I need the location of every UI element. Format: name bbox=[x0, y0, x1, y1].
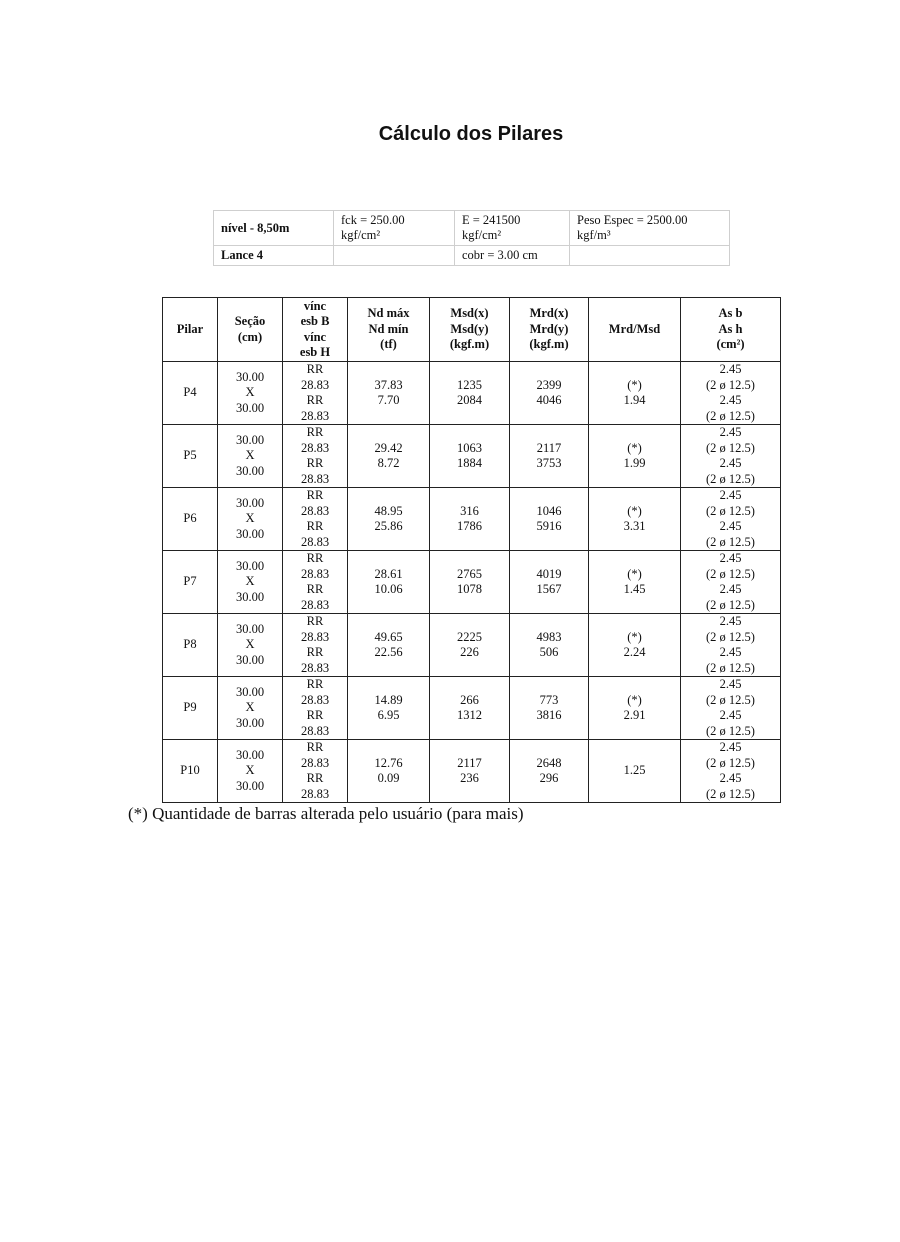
secao-line: X bbox=[245, 637, 255, 652]
header-line: Nd mín bbox=[368, 321, 409, 336]
as-line: 2.45 bbox=[719, 677, 742, 691]
vinc-line: RR bbox=[306, 645, 324, 659]
vinc-line: RR bbox=[306, 582, 324, 596]
header-line: (cm²) bbox=[716, 337, 745, 352]
nd-line: 6.95 bbox=[377, 708, 400, 722]
nd-cell bbox=[348, 488, 430, 551]
mrd-line: 3753 bbox=[536, 456, 562, 470]
as-cell bbox=[681, 425, 781, 488]
mrd-line: 4983 bbox=[536, 629, 562, 644]
nd-line: 8.72 bbox=[377, 456, 400, 470]
as-line: 2.45 bbox=[719, 645, 742, 659]
peso-cell bbox=[570, 211, 730, 246]
ratio-line: 1.94 bbox=[623, 393, 646, 407]
empty-cell bbox=[334, 246, 455, 266]
msd-line: 2225 bbox=[457, 629, 482, 644]
vinc-line: 28.83 bbox=[300, 786, 330, 801]
vinc-line: 28.83 bbox=[300, 629, 330, 644]
as-cell bbox=[681, 488, 781, 551]
as-line: (2 ø 12.5) bbox=[706, 786, 755, 801]
nd-line: 29.42 bbox=[374, 440, 403, 455]
peso-unit: kgf/m³ bbox=[577, 228, 611, 242]
pilar-cell bbox=[163, 740, 218, 803]
ratio-line: (*) bbox=[627, 629, 642, 644]
vinc-cell bbox=[283, 362, 348, 425]
as-cell bbox=[681, 362, 781, 425]
header-line: vínc bbox=[303, 298, 327, 313]
nd-line: 12.76 bbox=[374, 755, 403, 770]
vinc-line: RR bbox=[306, 456, 324, 470]
as-cell bbox=[681, 740, 781, 803]
ratio-line: 1.45 bbox=[623, 582, 646, 596]
table-row bbox=[163, 488, 781, 551]
msd-line: 2117 bbox=[457, 755, 482, 770]
mrd-line: 773 bbox=[539, 692, 559, 707]
table-row bbox=[163, 614, 781, 677]
ratio-line: 1.25 bbox=[623, 763, 646, 778]
mrd-line: 2648 bbox=[536, 755, 562, 770]
table-row bbox=[163, 740, 781, 803]
pilar-line: P10 bbox=[180, 763, 200, 778]
secao-cell bbox=[218, 677, 283, 740]
as-line: 2.45 bbox=[719, 393, 742, 407]
secao-line: 30.00 bbox=[235, 715, 265, 730]
secao-cell bbox=[218, 488, 283, 551]
header-line: (cm) bbox=[237, 329, 263, 344]
mrd-line: 506 bbox=[539, 645, 559, 659]
header-line: (tf) bbox=[380, 337, 397, 352]
vinc-cell bbox=[283, 551, 348, 614]
as-line: 2.45 bbox=[719, 551, 742, 565]
nd-cell bbox=[348, 551, 430, 614]
vinc-line: 28.83 bbox=[300, 755, 330, 770]
ratio-cell bbox=[589, 740, 681, 803]
as-line: (2 ø 12.5) bbox=[706, 440, 755, 455]
as-line: (2 ø 12.5) bbox=[706, 408, 755, 423]
msd-cell bbox=[430, 488, 510, 551]
msd-line: 266 bbox=[460, 692, 479, 707]
pilar-line: P9 bbox=[183, 700, 197, 715]
header-line: Nd máx bbox=[367, 306, 410, 321]
as-line: 2.45 bbox=[719, 519, 742, 533]
as-line: 2.45 bbox=[719, 771, 742, 785]
nd-line: 0.09 bbox=[377, 771, 400, 785]
ratio-cell bbox=[589, 425, 681, 488]
vinc-line: RR bbox=[306, 771, 324, 785]
secao-line: 30.00 bbox=[235, 526, 265, 541]
as-line: 2.45 bbox=[719, 456, 742, 470]
nd-line: 14.89 bbox=[374, 692, 403, 707]
info-row bbox=[214, 246, 730, 266]
ratio-line: (*) bbox=[627, 377, 642, 392]
ratio-cell bbox=[589, 677, 681, 740]
fck-unit: kgf/cm² bbox=[341, 228, 381, 242]
vinc-line: RR bbox=[306, 551, 324, 565]
secao-line: 30.00 bbox=[235, 432, 265, 447]
secao-cell bbox=[218, 551, 283, 614]
msd-cell bbox=[430, 677, 510, 740]
vinc-line: RR bbox=[306, 677, 324, 691]
as-line: (2 ø 12.5) bbox=[706, 755, 755, 770]
pilar-cell bbox=[163, 425, 218, 488]
as-line: (2 ø 12.5) bbox=[706, 629, 755, 644]
mrd-cell bbox=[510, 551, 589, 614]
nd-cell bbox=[348, 614, 430, 677]
as-line: (2 ø 12.5) bbox=[706, 471, 755, 486]
nd-line: 37.83 bbox=[374, 377, 403, 392]
e-value: E = 241500 bbox=[462, 213, 521, 227]
secao-cell bbox=[218, 425, 283, 488]
vinc-line: RR bbox=[306, 708, 324, 722]
vinc-line: 28.83 bbox=[300, 597, 330, 612]
peso-value: Peso Espec = 2500.00 bbox=[577, 213, 688, 227]
as-cell bbox=[681, 614, 781, 677]
as-line: 2.45 bbox=[719, 740, 742, 754]
ratio-line: (*) bbox=[627, 566, 642, 581]
as-line: 2.45 bbox=[719, 708, 742, 722]
header-line: As b bbox=[718, 306, 743, 321]
mrd-cell bbox=[510, 362, 589, 425]
vinc-line: RR bbox=[306, 519, 324, 533]
nivel-cell: nível - 8,50m bbox=[214, 211, 334, 246]
secao-line: X bbox=[245, 763, 255, 778]
as-line: (2 ø 12.5) bbox=[706, 660, 755, 675]
pilar-line: P4 bbox=[183, 385, 197, 400]
mrd-line: 5916 bbox=[536, 519, 562, 533]
pilar-line: P8 bbox=[183, 637, 197, 652]
header-line: Mrd(x) bbox=[529, 306, 569, 321]
msd-line: 1063 bbox=[457, 440, 482, 455]
vinc-line: 28.83 bbox=[300, 692, 330, 707]
as-line: (2 ø 12.5) bbox=[706, 597, 755, 612]
mrd-cell bbox=[510, 488, 589, 551]
mrd-cell bbox=[510, 740, 589, 803]
info-table bbox=[213, 210, 730, 266]
as-line: (2 ø 12.5) bbox=[706, 723, 755, 738]
pilar-cell bbox=[163, 677, 218, 740]
secao-line: 30.00 bbox=[235, 495, 265, 510]
table-body bbox=[163, 362, 781, 803]
header-line: esb H bbox=[299, 345, 331, 359]
e-unit: kgf/cm² bbox=[462, 228, 502, 242]
msd-line: 1312 bbox=[457, 708, 482, 722]
vinc-line: 28.83 bbox=[300, 377, 330, 392]
as-line: 2.45 bbox=[719, 362, 742, 376]
as-line: (2 ø 12.5) bbox=[706, 377, 755, 392]
pilar-cell bbox=[163, 362, 218, 425]
column-header bbox=[218, 298, 283, 362]
ratio-line: 1.99 bbox=[623, 456, 646, 470]
secao-line: X bbox=[245, 448, 255, 463]
nd-cell bbox=[348, 677, 430, 740]
mrd-line: 1046 bbox=[536, 503, 562, 518]
msd-line: 236 bbox=[460, 771, 479, 785]
pilar-cell bbox=[163, 551, 218, 614]
msd-cell bbox=[430, 551, 510, 614]
mrd-cell bbox=[510, 677, 589, 740]
header-row bbox=[163, 298, 781, 362]
as-line: 2.45 bbox=[719, 425, 742, 439]
page-title: Cálculo dos Pilares bbox=[378, 123, 564, 145]
as-line: 2.45 bbox=[719, 488, 742, 502]
secao-line: 30.00 bbox=[235, 778, 265, 793]
vinc-line: RR bbox=[306, 488, 324, 502]
pilar-cell bbox=[163, 614, 218, 677]
header-line: vínc bbox=[303, 329, 327, 344]
msd-line: 226 bbox=[460, 645, 479, 659]
header-line: (kgf.m) bbox=[529, 337, 569, 352]
mrd-line: 1567 bbox=[536, 582, 562, 596]
header-line: Mrd(y) bbox=[529, 321, 569, 336]
column-header bbox=[283, 298, 348, 362]
mrd-line: 2399 bbox=[536, 377, 562, 392]
msd-cell bbox=[430, 614, 510, 677]
column-header bbox=[589, 298, 681, 362]
header-line: Pilar bbox=[176, 321, 204, 336]
ratio-cell bbox=[589, 362, 681, 425]
vinc-line: 28.83 bbox=[300, 408, 330, 423]
secao-line: X bbox=[245, 385, 255, 400]
vinc-line: RR bbox=[306, 362, 324, 376]
header-line: Mrd/Msd bbox=[608, 321, 661, 336]
header-line: Msd(y) bbox=[450, 321, 489, 336]
secao-line: 30.00 bbox=[235, 400, 265, 415]
nd-line: 7.70 bbox=[377, 393, 400, 407]
vinc-line: 28.83 bbox=[300, 503, 330, 518]
vinc-line: 28.83 bbox=[300, 471, 330, 486]
ratio-cell bbox=[589, 614, 681, 677]
msd-line: 2084 bbox=[457, 393, 482, 407]
secao-cell bbox=[218, 362, 283, 425]
column-header bbox=[348, 298, 430, 362]
vinc-line: 28.83 bbox=[300, 534, 330, 549]
info-row bbox=[214, 211, 730, 246]
as-line: (2 ø 12.5) bbox=[706, 534, 755, 549]
secao-line: X bbox=[245, 511, 255, 526]
mrd-line: 2117 bbox=[536, 440, 562, 455]
msd-line: 316 bbox=[460, 503, 479, 518]
empty-cell bbox=[570, 246, 730, 266]
nd-line: 28.61 bbox=[374, 566, 403, 581]
header-line: (kgf.m) bbox=[449, 337, 490, 352]
as-cell bbox=[681, 551, 781, 614]
mrd-cell bbox=[510, 425, 589, 488]
mrd-line: 4019 bbox=[536, 566, 562, 581]
pilares-table bbox=[162, 297, 781, 803]
msd-cell bbox=[430, 740, 510, 803]
as-line: 2.45 bbox=[719, 614, 742, 628]
secao-line: 30.00 bbox=[235, 558, 265, 573]
header-line: Msd(x) bbox=[450, 306, 489, 321]
column-header bbox=[163, 298, 218, 362]
secao-cell bbox=[218, 614, 283, 677]
secao-line: 30.00 bbox=[235, 684, 265, 699]
vinc-line: RR bbox=[306, 425, 324, 439]
msd-line: 1235 bbox=[457, 377, 482, 392]
nd-line: 48.95 bbox=[374, 503, 403, 518]
ratio-line: 3.31 bbox=[623, 519, 646, 533]
as-line: (2 ø 12.5) bbox=[706, 692, 755, 707]
vinc-line: RR bbox=[306, 740, 324, 754]
table-row bbox=[163, 425, 781, 488]
header-line: Seção bbox=[234, 314, 266, 328]
vinc-line: 28.83 bbox=[300, 566, 330, 581]
as-cell bbox=[681, 677, 781, 740]
nd-cell bbox=[348, 740, 430, 803]
vinc-cell bbox=[283, 425, 348, 488]
vinc-cell bbox=[283, 677, 348, 740]
as-line: (2 ø 12.5) bbox=[706, 503, 755, 518]
lance-cell: Lance 4 bbox=[214, 246, 334, 266]
vinc-line: 28.83 bbox=[300, 723, 330, 738]
secao-line: X bbox=[245, 700, 255, 715]
pilar-cell bbox=[163, 488, 218, 551]
e-cell bbox=[455, 211, 570, 246]
cobr-cell: cobr = 3.00 cm bbox=[455, 246, 570, 266]
table-row bbox=[163, 551, 781, 614]
footnote: (*) Quantidade de barras alterada pelo usuário (para mais) bbox=[128, 804, 524, 823]
mrd-line: 296 bbox=[539, 771, 559, 785]
ratio-cell bbox=[589, 488, 681, 551]
secao-line: 30.00 bbox=[235, 747, 265, 762]
ratio-line: 2.91 bbox=[623, 708, 646, 722]
pilar-line: P5 bbox=[183, 448, 197, 463]
secao-cell bbox=[218, 740, 283, 803]
msd-line: 2765 bbox=[457, 566, 482, 581]
mrd-line: 4046 bbox=[536, 393, 562, 407]
msd-line: 1884 bbox=[457, 456, 482, 470]
secao-line: 30.00 bbox=[235, 463, 265, 478]
vinc-line: 28.83 bbox=[300, 660, 330, 675]
column-header bbox=[430, 298, 510, 362]
column-header bbox=[510, 298, 589, 362]
vinc-line: RR bbox=[306, 393, 324, 407]
as-line: 2.45 bbox=[719, 582, 742, 596]
ratio-cell bbox=[589, 551, 681, 614]
header-line: As h bbox=[718, 321, 743, 336]
msd-line: 1078 bbox=[457, 582, 482, 596]
nd-cell bbox=[348, 362, 430, 425]
msd-cell bbox=[430, 425, 510, 488]
as-line: (2 ø 12.5) bbox=[706, 566, 755, 581]
table-row bbox=[163, 677, 781, 740]
vinc-cell bbox=[283, 614, 348, 677]
msd-line: 1786 bbox=[457, 519, 482, 533]
mrd-cell bbox=[510, 614, 589, 677]
nd-line: 49.65 bbox=[374, 629, 403, 644]
secao-line: X bbox=[245, 574, 255, 589]
header-line: esb B bbox=[300, 314, 330, 328]
table-row bbox=[163, 362, 781, 425]
fck-value: fck = 250.00 bbox=[341, 213, 405, 227]
vinc-cell bbox=[283, 488, 348, 551]
nd-cell bbox=[348, 425, 430, 488]
secao-line: 30.00 bbox=[235, 652, 265, 667]
secao-line: 30.00 bbox=[235, 621, 265, 636]
nd-line: 22.56 bbox=[374, 645, 403, 659]
vinc-line: 28.83 bbox=[300, 440, 330, 455]
vinc-cell bbox=[283, 740, 348, 803]
secao-line: 30.00 bbox=[235, 589, 265, 604]
pilar-line: P7 bbox=[183, 574, 197, 589]
ratio-line: (*) bbox=[627, 503, 642, 518]
mrd-line: 3816 bbox=[536, 708, 562, 722]
ratio-line: (*) bbox=[627, 692, 642, 707]
nd-line: 10.06 bbox=[374, 582, 403, 596]
ratio-line: (*) bbox=[627, 440, 642, 455]
secao-line: 30.00 bbox=[235, 369, 265, 384]
pilar-line: P6 bbox=[183, 511, 197, 526]
ratio-line: 2.24 bbox=[623, 645, 646, 659]
column-header bbox=[681, 298, 781, 362]
vinc-line: RR bbox=[306, 614, 324, 628]
fck-cell bbox=[334, 211, 455, 246]
nd-line: 25.86 bbox=[374, 519, 403, 533]
msd-cell bbox=[430, 362, 510, 425]
